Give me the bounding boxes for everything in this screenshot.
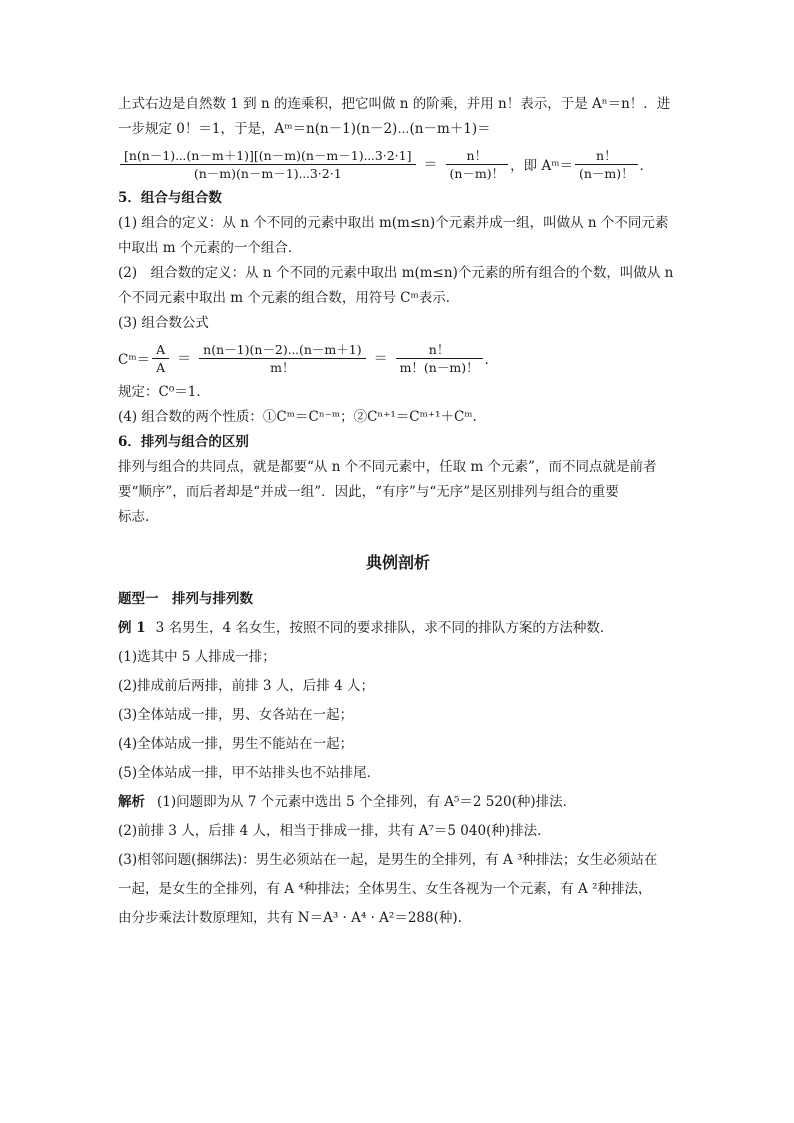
solution-label: 解析 xyxy=(118,794,145,810)
section-5-heading: 5．组合与组合数 xyxy=(118,190,222,206)
fraction-3 xyxy=(575,147,638,182)
type-label: 题型一 排列与排列数 xyxy=(118,591,253,607)
section-6-line-1: 排列与组合的共同点，就是都要“从 n 个不同元素中，任取 m 个元素”，而不同点就是前者 xyxy=(118,459,657,475)
document-page xyxy=(118,92,678,931)
fraction-b-numerator: n(n－1)(n－2)⋯(n－m＋1) xyxy=(199,341,365,359)
combination-lhs: Cᵐ＝ xyxy=(118,352,151,368)
example-1-text: 3 名男生，4 名女生，按照不同的要求排队，求不同的排队方案的方法种数． xyxy=(155,620,614,636)
formula-end: ． xyxy=(484,352,499,368)
solution-1 xyxy=(118,790,678,815)
question-2: (2)排成前后两排，前排 3 人，后排 4 人； xyxy=(118,678,374,694)
section-5-item-3-title: (3) 组合数公式 xyxy=(118,315,209,331)
section-5-rule: 规定：C⁰＝1． xyxy=(118,384,210,400)
fraction-a-denominator: A xyxy=(156,359,166,375)
fraction-3-numerator: n！ xyxy=(575,147,638,165)
fraction-1 xyxy=(120,147,416,182)
section-5-item-2-line-2: 个不同元素中取出 m 个元素的组合数，用符号 Cᵐ表示． xyxy=(118,290,460,306)
fraction-c xyxy=(396,341,483,376)
solution-3-line-1: (3)相邻问题(捆绑法)：男生必须站在一起，是男生的全排列，有 A ³种排法；女生必须站在 xyxy=(118,852,658,868)
section-5-item-1-line-2: 中取出 m 个元素的一个组合． xyxy=(118,240,302,256)
question-5: (5)全体站成一排，甲不站排头也不站排尾． xyxy=(118,765,381,781)
solution-3-line-2: 一起，是女生的全排列，有 A ⁴种排法；全体男生、女生各视为一个元素，有 A ²种排法， xyxy=(118,881,652,897)
section-6-line-2: 要“顺序”，而后者却是“并成一组”．因此，“有序”与“无序”是区别排列与组合的重要 xyxy=(118,484,619,500)
solution-2: (2)前排 3 人，后排 4 人，相当于排成一排，共有 A⁷＝5 040(种)排法． xyxy=(118,823,551,839)
equals-sign: ＝ xyxy=(423,157,438,173)
solution-3-line-3: 由分步乘法计数原理知，共有 N＝A³ · A⁴ · A²＝288(种). xyxy=(118,910,462,926)
question-3: (3)全体站成一排，男、女各站在一起； xyxy=(118,707,354,723)
equals-sign: ＝ xyxy=(177,351,192,367)
fraction-3-denominator: (n－m)！ xyxy=(579,165,634,181)
examples-title: 典例剖析 xyxy=(365,553,430,572)
formula-end: ． xyxy=(639,158,654,174)
fraction-1-denominator: (n－m)(n－m－1)⋯3·2·1 xyxy=(193,165,342,181)
fraction-a-over-a xyxy=(152,341,169,376)
fraction-c-numerator: n！ xyxy=(396,341,483,359)
permutation-formula xyxy=(118,142,678,186)
question-4: (4)全体站成一排，男生不能站在一起； xyxy=(118,736,354,752)
fraction-b xyxy=(199,341,365,376)
intro-line-2: 一步规定 0！＝1，于是，Aᵐ＝n(n－1)(n－2)⋯(n－m＋1)＝ xyxy=(118,121,491,137)
fraction-2-numerator: n！ xyxy=(446,147,509,165)
question-1: (1)选其中 5 人排成一排； xyxy=(118,649,276,665)
section-6-line-3: 标志. xyxy=(118,509,150,525)
fraction-2-denominator: (n－m)！ xyxy=(449,165,505,181)
fraction-c-denominator: m！(n－m)！ xyxy=(399,359,479,375)
combination-formula xyxy=(118,336,678,380)
fraction-a-numerator: A xyxy=(152,341,169,359)
example-1 xyxy=(118,616,678,641)
intro-line-1: 上式右边是自然数 1 到 n 的连乘积，把它叫做 n 的阶乘，并用 n！表示，于是 Aⁿ＝n！．进 xyxy=(118,96,671,112)
solution-1-text: (1)问题即为从 7 个元素中选出 5 个全排列，有 A⁵＝2 520(种)排法． xyxy=(157,794,577,810)
equals-sign: ＝ xyxy=(373,351,388,367)
section-5-item-2-line-1: (2) 组合数的定义：从 n 个不同的元素中取出 m(m≤n)个元素的所有组合的个数，叫做从 n xyxy=(118,265,674,281)
section-5-item-1-line-1: (1) 组合的定义：从 n 个不同的元素中取出 m(m≤n)个元素并成一组，叫做从 n 个不同元素 xyxy=(118,215,669,231)
comma-text: ，即 Aᵐ＝ xyxy=(510,158,573,174)
section-6-heading: 6．排列与组合的区别 xyxy=(118,434,249,450)
fraction-2 xyxy=(446,147,509,182)
fraction-b-denominator: m！ xyxy=(270,359,295,375)
fraction-1-numerator: [n(n－1)⋯(n－m＋1)][(n－m)(n－m－1)⋯3·2·1] xyxy=(120,147,416,165)
section-5-item-4: (4) 组合数的两个性质：①Cᵐ＝Cⁿ⁻ᵐ；②Cⁿ⁺¹＝Cᵐ⁺¹＋Cᵐ. xyxy=(118,409,477,425)
example-1-label: 例 1 xyxy=(118,620,146,636)
